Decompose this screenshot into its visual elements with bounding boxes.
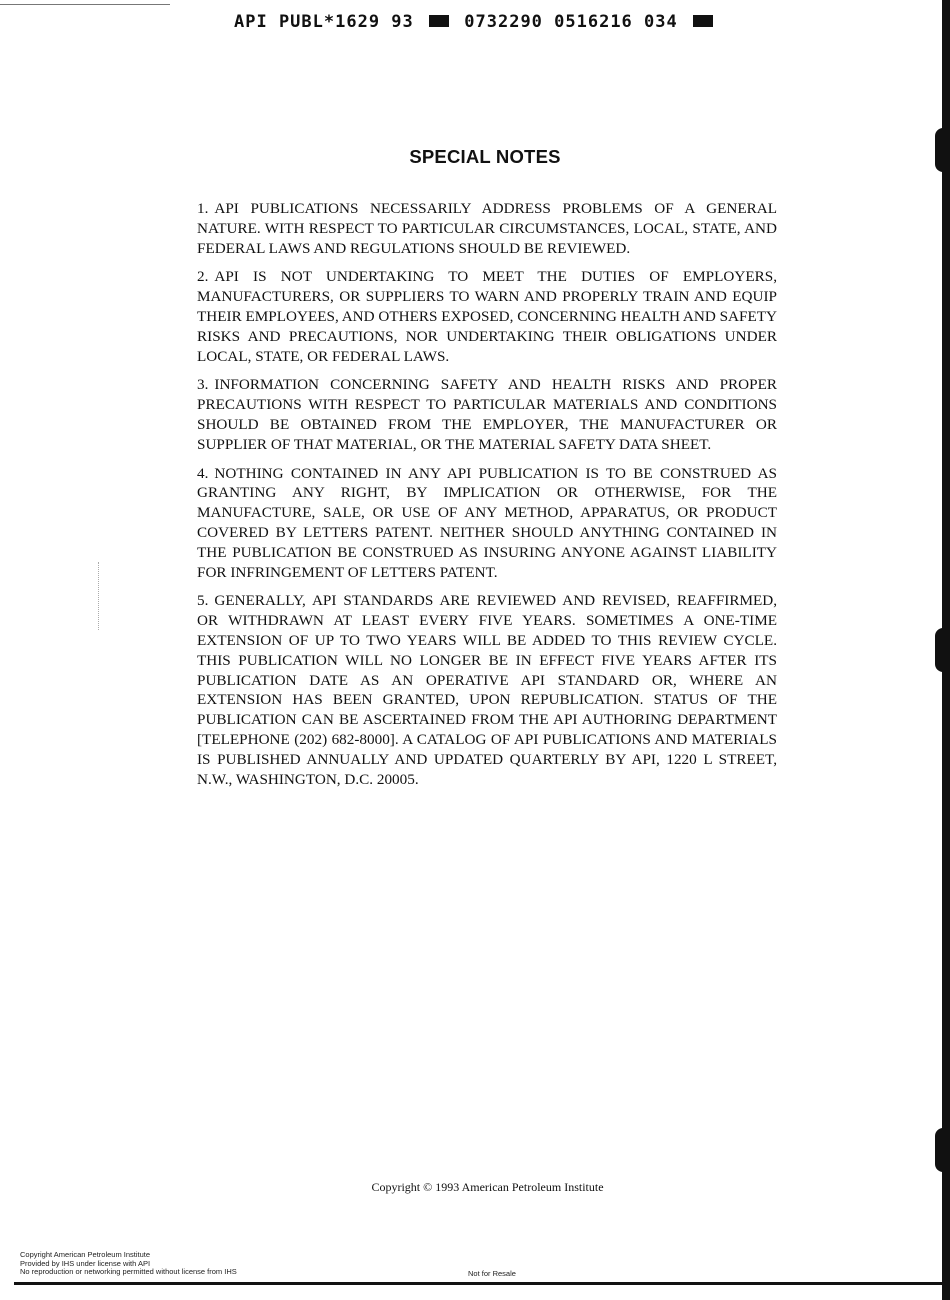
black-block-mark (693, 15, 713, 27)
note-number: 2. (197, 268, 209, 286)
edge-binding-mark (935, 1128, 947, 1172)
note-2 (197, 267, 777, 366)
note-text: INFORMATION CONCERNING SAFETY AND HEALTH RISKS AND PROPER PRECAUTIONS WITH RESPECT TO PARTICULAR MATERIALS AND CONDITIONS SHOULD BE OBTAINED FROM THE EMPLOYER, THE MANUFACTURER OR SUPPLIER OF THAT MATERIAL, OR THE MATERIAL SAFETY DATA SHEET. (197, 376, 777, 453)
edge-binding-mark (935, 628, 947, 672)
not-for-resale-label: Not for Resale (468, 1269, 516, 1278)
note-4 (197, 464, 777, 583)
note-3 (197, 375, 777, 454)
copyright-line: Copyright © 1993 American Petroleum Institute (371, 1180, 604, 1194)
note-1 (197, 199, 777, 258)
footer-line: Provided by IHS under license with API (20, 1258, 151, 1268)
note-number: 1. (197, 200, 209, 217)
edge-binding-mark (935, 128, 947, 172)
special-notes-list (197, 199, 777, 798)
document-code-header (234, 12, 717, 32)
note-text: API IS NOT UNDERTAKING TO MEET THE DUTIES OF EMPLOYERS, MANUFACTURERS, OR SUPPLIERS TO WARN AND PROPERLY TRAIN AND EQUIP THEIR EMPLOYEES, AND OTHERS EXPOSED, CONCERNING HEALTH AND SAFETY RISKS AND PRECAUTIONS, NOR UNDERTAKING THEIR OBLIGATIONS UNDER LOCAL, STATE, OR FEDERAL LAWS. (197, 268, 777, 365)
black-block-mark (429, 15, 449, 27)
note-text: NOTHING CONTAINED IN ANY API PUBLICATION IS TO BE CONSTRUED AS GRANTING ANY RIGHT, BY IMPLICATION OR OTHERWISE, FOR THE MANUFACTURE, SALE, OR USE OF ANY METHOD, APPARATUS, OR PRODUCT COVERED BY LETTERS PATENT. NEITHER SHOULD ANYTHING CONTAINED IN THE PUBLICATION BE CONSTRUED AS INSURING ANYONE AGAINST LIABILITY FOR INFRINGEMENT OF LETTERS PATENT. (197, 464, 777, 581)
margin-scan-artifact (98, 562, 101, 630)
note-text: API PUBLICATIONS NECESSARILY ADDRESS PROBLEMS OF A GENERAL NATURE. WITH RESPECT TO PARTICULAR CIRCUMSTANCES, LOCAL, STATE, AND FEDERAL LAWS AND REGULATIONS SHOULD BE REVIEWED. (197, 200, 777, 257)
note-number: 3. (197, 376, 209, 394)
note-text: GENERALLY, API STANDARDS ARE REVIEWED AND REVISED, REAFFIRMED, OR WITHDRAWN AT LEAST EVERY FIVE YEARS. SOMETIMES A ONE-TIME EXTENSION OF UP TO TWO YEARS WILL BE ADDED TO THIS REVIEW CYCLE. THIS PUBLICATION WILL NO LONGER BE IN EFFECT FIVE YEARS AFTER ITS PUBLICATION DATE AS AN OPERATIVE API STANDARD OR, WHERE AN EXTENSION HAS BEEN GRANTED, UPON REPUBLICATION. STATUS OF THE PUBLICATION CAN BE ASCERTAINED FROM THE API AUTHORING DEPARTMENT [TELEPHONE (202) 682-8000]. A CATALOG OF API PUBLICATIONS AND MATERIALS IS PUBLISHED ANNUALLY AND UPDATED QUARTERLY BY API, 1220 L STREET, N.W., WASHINGTON, D.C. 20005. (197, 592, 777, 788)
footer-line: Copyright American Petroleum Institute (20, 1250, 151, 1259)
doc-code-part2: 0732290 0516216 034 (464, 12, 678, 32)
doc-code-part1: API PUBL*1629 93 (234, 12, 414, 32)
footer-line: No reproduction or networking permitted without license from IHS (20, 1267, 237, 1277)
note-number: 5. (197, 592, 209, 610)
bottom-rule (14, 1282, 950, 1285)
note-5 (197, 591, 777, 789)
note-number: 4. (197, 464, 209, 482)
page-title: SPECIAL NOTES (409, 146, 561, 167)
license-footer (20, 1251, 237, 1277)
top-rule (0, 4, 170, 5)
